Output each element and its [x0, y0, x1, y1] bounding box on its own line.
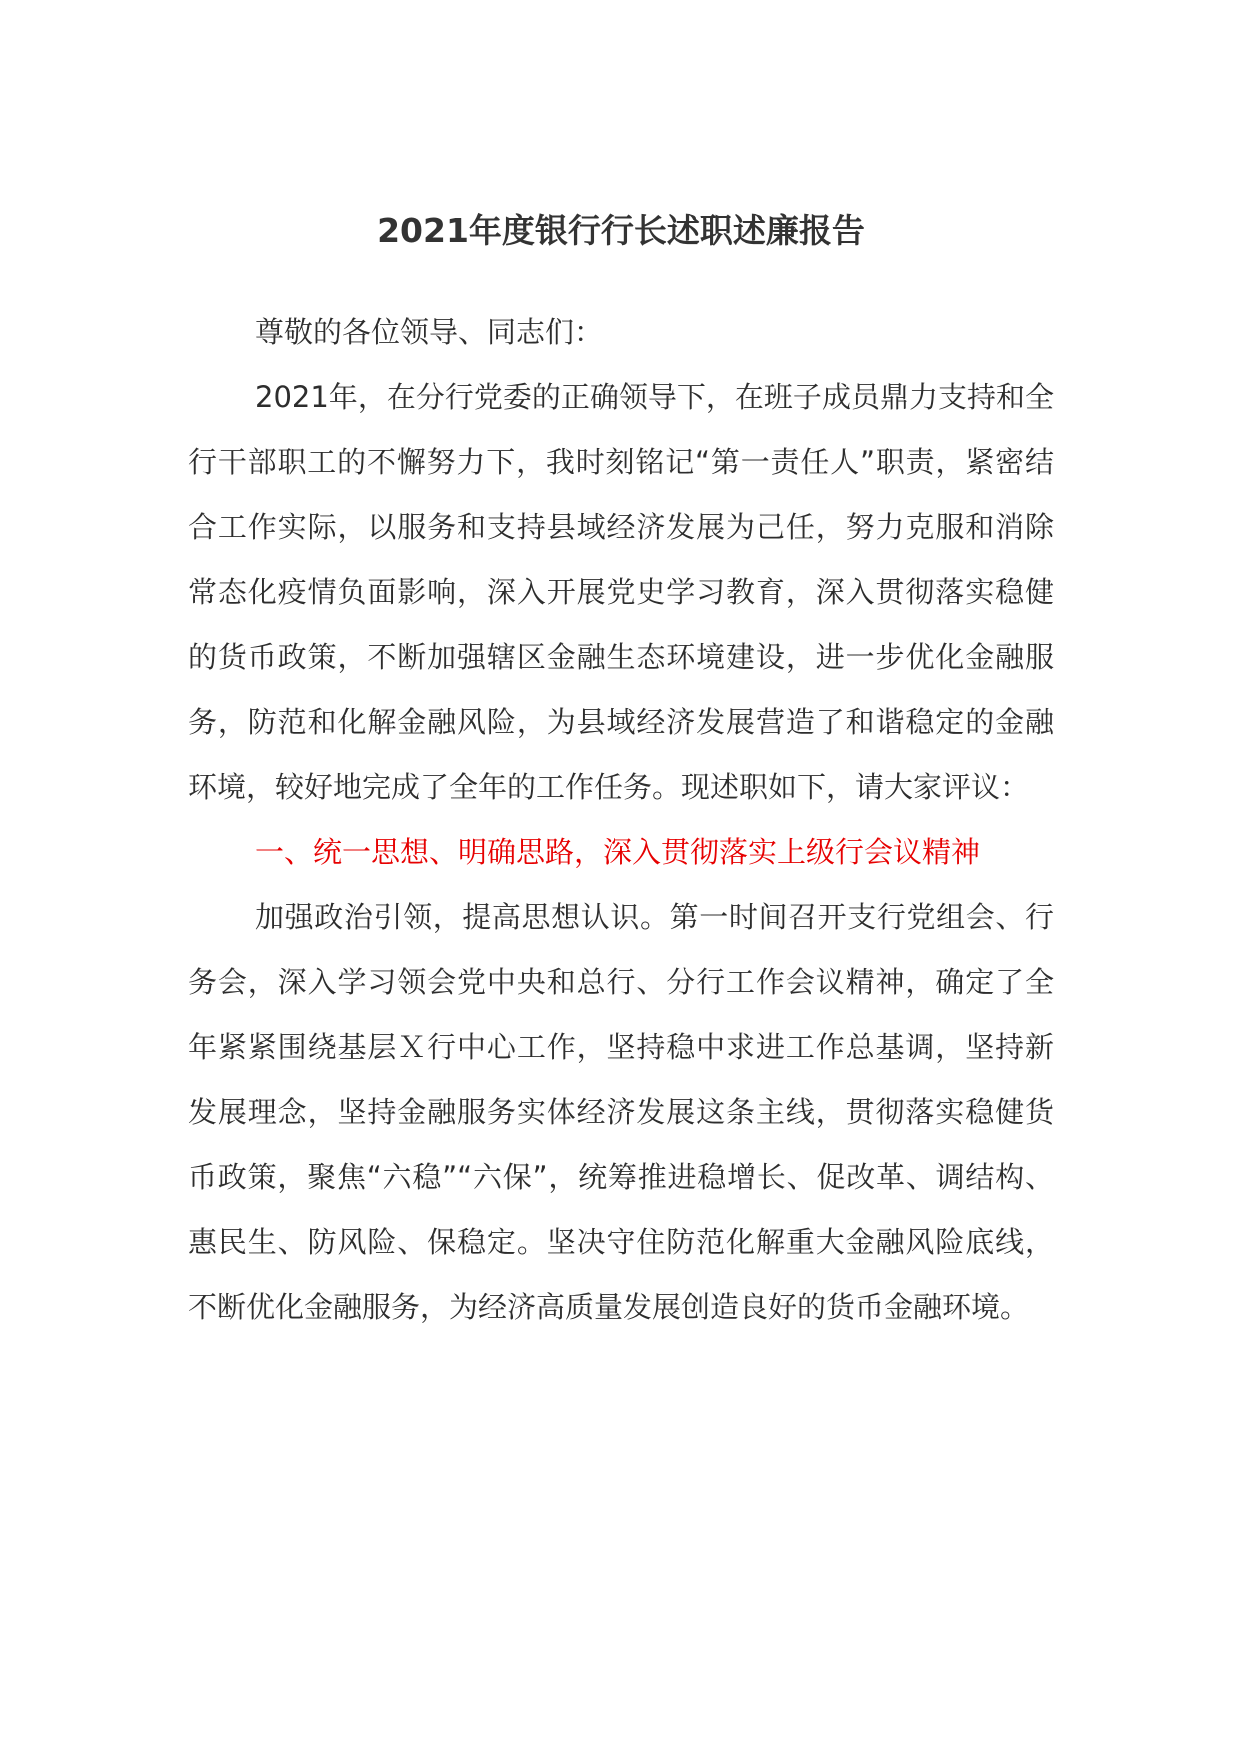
section-1-paragraph: 加强政治引领，提高思想认识。第一时间召开支行党组会、行务会，深入学习领会党中央和总行、分行工作会议精神，确定了全年紧紧围绕基层Ｘ行中心工作，坚持稳中求进工作总基调，坚持新发展理念，坚持金融服务实体经济发展这条主线，贯彻落实稳健货币政策，聚焦“六稳”“六保”，统筹推进稳增长、促改革、调结构、惠民生、防风险、保稳定。坚决守住防范化解重大金融风险底线，不断优化金融服务，为经济高质量发展创造良好的货币金融环境。 [188, 900, 1054, 1324]
document-body [188, 300, 1054, 1340]
section-1-heading: 一、统一思想、明确思路，深入贯彻落实上级行会议精神 [255, 835, 981, 869]
salutation-paragraph: 尊敬的各位领导、同志们： [255, 315, 604, 349]
document-title: 2021年度银行行长述职述廉报告 [377, 211, 865, 250]
intro-paragraph: 2021年，在分行党委的正确领导下，在班子成员鼎力支持和全行干部职工的不懈努力下，我时刻铭记“第一责任人”职责，紧密结合工作实际，以服务和支持县域经济发展为己任，努力克服和消除常态化疫情负面影响，深入开展党史学习教育，深入贯彻落实稳健的货币政策，不断加强辖区金融生态环境建设，进一步优化金融服务，防范和化解金融风险，为县域经济发展营造了和谐稳定的金融环境，较好地完成了全年的工作任务。现述职如下，请大家评议： [188, 380, 1054, 804]
